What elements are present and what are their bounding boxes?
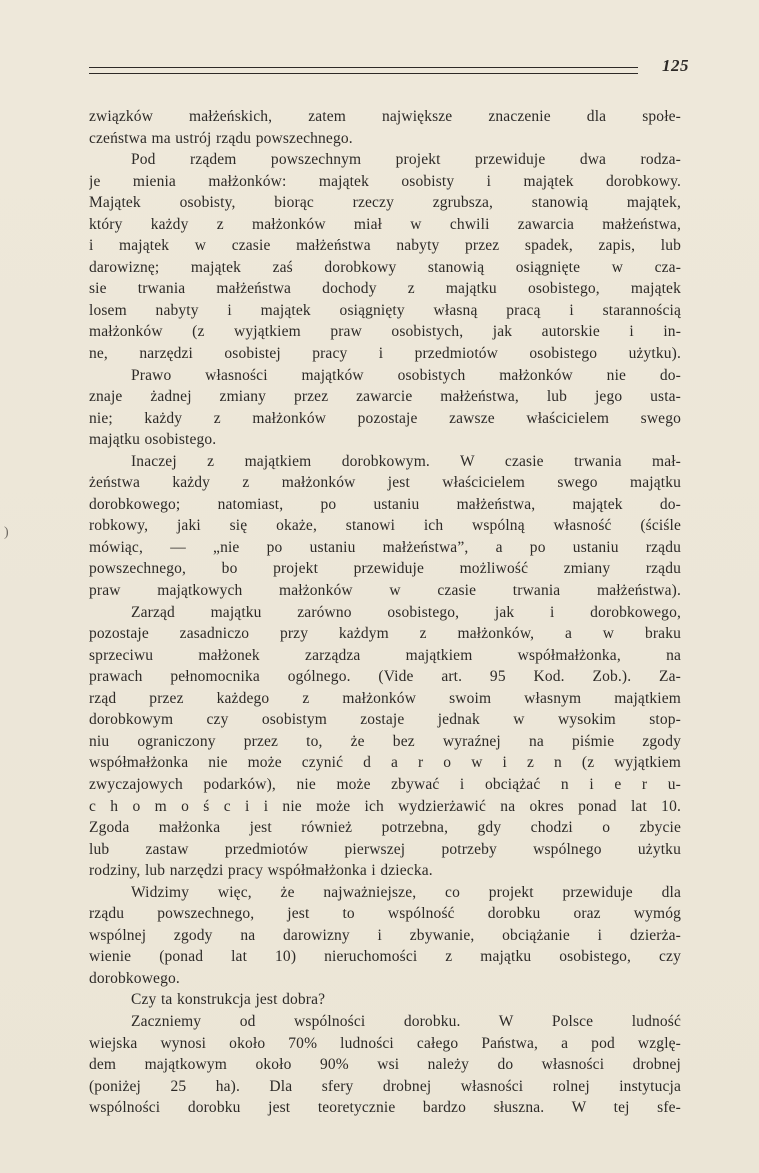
page-header <box>89 56 689 84</box>
text-line: je mienia małżonków: majątek osobisty i majątek dorobkowy. <box>89 172 681 190</box>
text-line: Prawo własności majątków osobistych małżonków nie do- <box>131 366 681 384</box>
text-line: Widzimy więc, że najważniejsze, co projekt przewiduje dla <box>131 883 681 901</box>
text-line: Inaczej z majątkiem dorobkowym. W czasie trwania mał- <box>131 452 681 470</box>
text-line: dorobkowego. <box>89 969 180 987</box>
text-line: dem majątkowym około 90% wsi należy do własności drobnej <box>89 1056 681 1074</box>
text-line: c h o m o ś c i i nie może ich wydzierżawić na okres ponad lat 10. <box>89 797 681 815</box>
text-line: Zaczniemy od wspólności dorobku. W Polsce ludność <box>131 1012 681 1030</box>
text-line: Czy ta konstrukcja jest dobra? <box>131 991 326 1009</box>
text-line: darowiznę; majątek zaś dorobkowy stanowią osiągnięte w cza- <box>89 258 681 276</box>
text-line: mówiąc, — „nie po ustaniu małżeństwa”, a po ustaniu rządu <box>89 538 681 556</box>
page-number: 125 <box>662 56 689 75</box>
text-line: Zarząd majątku zarówno osobistego, jak i dorobkowego, <box>131 603 681 621</box>
text-line: i majątek w czasie małżeństwa nabyty przez spadek, zapis, lub <box>89 237 681 255</box>
text-line: ne, narzędzi osobistej pracy i przedmiotów osobistego użytku). <box>89 345 681 363</box>
text-line: niu ograniczony przez to, że bez wyraźnej na piśmie zgody <box>89 732 681 750</box>
text-line: współmałżonka nie może czynić d a r o w i z n (z wyjątkiem <box>89 754 681 772</box>
text-line: sprzeciwu małżonek zarządza majątkiem współmałżonka, na <box>89 646 681 664</box>
text-line: związków małżeńskich, zatem największe znaczenie dla społe- <box>89 108 681 125</box>
text-line: sie trwania małżeństwa dochody z majątku osobistego, majątek <box>89 280 681 298</box>
text-line: zwyczajowych podarków), nie może zbywać i obciążać n i e r u- <box>89 775 681 793</box>
text-line: powszechnego, bo projekt przewiduje możliwość zmiany rządu <box>89 560 681 578</box>
text-line: dorobkowym czy osobistym zostaje jednak w wysokim stop- <box>89 711 681 729</box>
text-line: wiejska wynosi około 70% ludności całego Państwa, a pod wzglę- <box>89 1034 681 1052</box>
text-line: Zgoda małżonka jest również potrzebna, gdy chodzi o zbycie <box>89 819 681 837</box>
text-line: praw majątkowych małżonków w czasie trwania małżeństwa). <box>89 582 681 600</box>
text-line: lub zastaw przedmiotów pierwszej potrzeby wspólnego użytku <box>89 840 681 858</box>
text-line: prawach pełnomocnika ogólnego. (Vide art. 95 Kod. Zob.). Za- <box>89 668 681 686</box>
text-line: wienie (ponad lat 10) nieruchomości z majątku osobistego, czy <box>89 948 681 966</box>
text-line: który każdy z małżonków miał w chwili zawarcia małżeństwa, <box>89 215 681 233</box>
text-line: małżonków (z wyjątkiem praw osobistych, jak autorskie i in- <box>89 323 681 341</box>
header-double-rule <box>89 67 638 75</box>
text-line: czeństwa ma ustrój rządu powszechnego. <box>89 129 353 147</box>
text-line: wspólnej zgody na darowizny i zbywanie, obciążanie i dzierża- <box>89 926 681 944</box>
text-line: Pod rządem powszechnym projekt przewiduje dwa rodza- <box>131 151 681 169</box>
text-line: majątku osobistego. <box>89 431 217 449</box>
text-line: pozostaje zasadniczo przy każdym z małżonków, a w braku <box>89 625 681 643</box>
text-line: robkowy, jaki się okaże, stanowi ich wspólną własność (ściśle <box>89 517 681 535</box>
text-line: nie; każdy z małżonków pozostaje zawsze właścicielem swego <box>89 409 681 427</box>
text-line: losem nabyty i majątek osiągnięty własną pracą i starannością <box>89 301 681 319</box>
body-text <box>89 106 681 1119</box>
text-line: rząd przez każdego z małżonków swoim własnym majątkiem <box>89 689 681 707</box>
text-line: wspólności dorobku jest teoretycznie bardzo słuszna. W tej sfe- <box>89 1099 681 1117</box>
text-line: Majątek osobisty, biorąc rzeczy zgrubsza, stanowią majątek, <box>89 194 681 212</box>
text-line: dorobkowego; natomiast, po ustaniu małżeństwa, majątek do- <box>89 495 681 513</box>
text-line: rodziny, lub narzędzi pracy współmałżonka i dziecka. <box>89 862 433 880</box>
text-line: znaje żadnej zmiany przez zawarcie małżeństwa, lub jego usta- <box>89 388 681 406</box>
text-line: rządu powszechnego, jest to wspólność dorobku oraz wymóg <box>89 905 681 923</box>
margin-mark: ) <box>4 525 9 540</box>
text-line: żeństwa każdy z małżonków jest właścicielem swego majątku <box>89 474 681 492</box>
text-line: (poniżej 25 ha). Dla sfery drobnej własności rolnej instytucja <box>89 1077 681 1095</box>
